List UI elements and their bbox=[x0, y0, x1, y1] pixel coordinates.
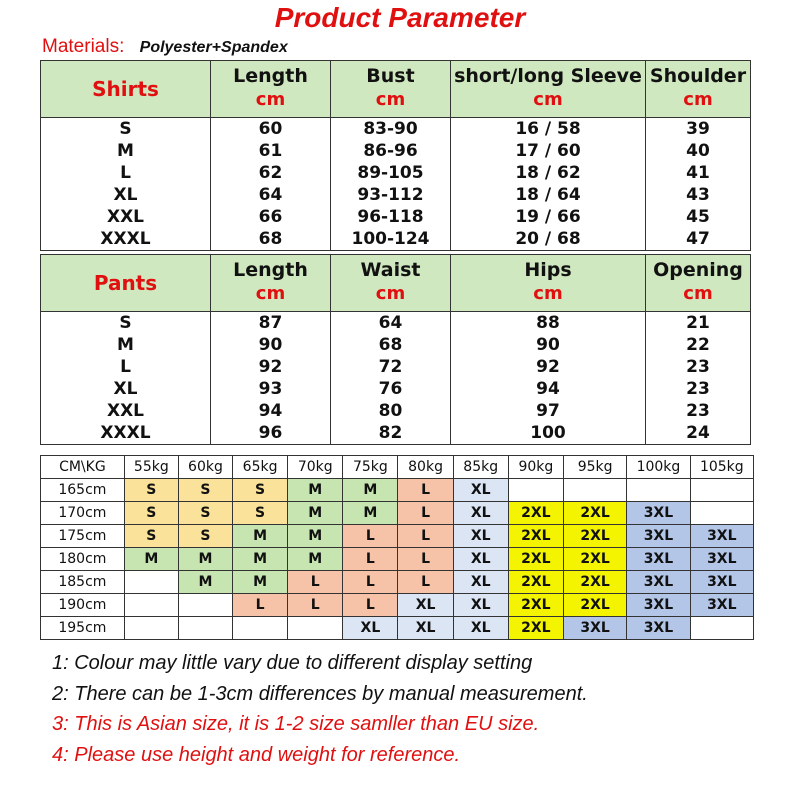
table-cell: 89-105 bbox=[331, 162, 451, 184]
size-cell: XL bbox=[453, 502, 508, 525]
height-label: 175cm bbox=[41, 525, 125, 548]
materials-line bbox=[42, 36, 288, 58]
table-cell: XXL bbox=[41, 206, 211, 228]
column-header: Bust cm bbox=[331, 61, 451, 118]
weight-header: 70kg bbox=[288, 456, 343, 479]
note-3: 3: This is Asian size, it is 1-2 size samller than EU size. bbox=[52, 713, 540, 735]
table-cell: 23 bbox=[646, 400, 751, 422]
size-cell: 3XL bbox=[627, 594, 690, 617]
table-cell: 43 bbox=[646, 184, 751, 206]
size-cell: XL bbox=[453, 594, 508, 617]
table-cell: 62 bbox=[211, 162, 331, 184]
weight-header: 85kg bbox=[453, 456, 508, 479]
materials-label: Materials: bbox=[42, 36, 125, 57]
table-cell: 20 / 68 bbox=[451, 228, 646, 251]
size-cell bbox=[124, 594, 178, 617]
weight-header: 65kg bbox=[233, 456, 288, 479]
size-cell: S bbox=[178, 479, 232, 502]
table-cell: 88 bbox=[451, 312, 646, 335]
size-cell: M bbox=[288, 479, 343, 502]
size-cell: 2XL bbox=[508, 594, 563, 617]
table-cell: 40 bbox=[646, 140, 751, 162]
size-cell: S bbox=[124, 525, 178, 548]
table-cell: 39 bbox=[646, 118, 751, 141]
size-cell: 3XL bbox=[690, 548, 753, 571]
table-cell: 47 bbox=[646, 228, 751, 251]
size-cell: L bbox=[398, 525, 453, 548]
size-cell: M bbox=[288, 548, 343, 571]
size-cell: M bbox=[233, 548, 288, 571]
note-1: 1: Colour may little vary due to different display setting bbox=[52, 652, 533, 674]
table-cell: S bbox=[41, 118, 211, 141]
size-cell: 3XL bbox=[627, 617, 690, 640]
size-cell: 2XL bbox=[563, 502, 626, 525]
column-header: Hips cm bbox=[451, 255, 646, 312]
size-cell: 3XL bbox=[627, 548, 690, 571]
table-cell: 76 bbox=[331, 378, 451, 400]
size-cell: 3XL bbox=[563, 617, 626, 640]
rec-header-row bbox=[41, 456, 754, 479]
pants-size-table bbox=[40, 254, 751, 445]
size-cell: L bbox=[343, 548, 398, 571]
size-cell bbox=[690, 502, 753, 525]
table-cell: 83-90 bbox=[331, 118, 451, 141]
table-header-row bbox=[41, 255, 751, 312]
table-cell: 21 bbox=[646, 312, 751, 335]
size-cell bbox=[124, 617, 178, 640]
table-cell: XL bbox=[41, 184, 211, 206]
size-cell: 2XL bbox=[563, 594, 626, 617]
note-2: 2: There can be 1-3cm differences by manual measurement. bbox=[52, 682, 588, 705]
table-cell: 72 bbox=[331, 356, 451, 378]
table-cell: 94 bbox=[211, 400, 331, 422]
table-cell: 96-118 bbox=[331, 206, 451, 228]
height-label: 170cm bbox=[41, 502, 125, 525]
category-label: Shirts bbox=[41, 61, 211, 118]
table-cell: XXXL bbox=[41, 228, 211, 251]
table-cell: 96 bbox=[211, 422, 331, 445]
table-cell: 80 bbox=[331, 400, 451, 422]
table-cell: 22 bbox=[646, 334, 751, 356]
table-cell: 18 / 64 bbox=[451, 184, 646, 206]
size-cell: 2XL bbox=[563, 571, 626, 594]
table-cell: 86-96 bbox=[331, 140, 451, 162]
size-cell: 2XL bbox=[508, 525, 563, 548]
size-cell bbox=[178, 617, 232, 640]
table-cell: 23 bbox=[646, 378, 751, 400]
shirts-size-table bbox=[40, 60, 751, 251]
category-label: Pants bbox=[41, 255, 211, 312]
notes-section bbox=[52, 648, 588, 770]
table-cell: 97 bbox=[451, 400, 646, 422]
table-row bbox=[41, 184, 751, 206]
weight-header: 90kg bbox=[508, 456, 563, 479]
size-cell: S bbox=[233, 479, 288, 502]
table-row bbox=[41, 422, 751, 445]
size-cell: 2XL bbox=[508, 502, 563, 525]
table-row bbox=[41, 400, 751, 422]
table-cell: S bbox=[41, 312, 211, 335]
height-label: 185cm bbox=[41, 571, 125, 594]
note-4: 4: Please use height and weight for reference. bbox=[52, 743, 461, 766]
table-cell: 64 bbox=[211, 184, 331, 206]
column-header: Length cm bbox=[211, 255, 331, 312]
column-header: short/long Sleeve cm bbox=[451, 61, 646, 118]
size-cell: 2XL bbox=[563, 548, 626, 571]
size-cell: XL bbox=[398, 617, 453, 640]
table-cell: 93 bbox=[211, 378, 331, 400]
table-cell: 60 bbox=[211, 118, 331, 141]
table-cell: 100 bbox=[451, 422, 646, 445]
size-cell: 2XL bbox=[563, 525, 626, 548]
size-cell: 3XL bbox=[690, 571, 753, 594]
weight-header: 60kg bbox=[178, 456, 232, 479]
size-cell: XL bbox=[453, 571, 508, 594]
size-cell: 3XL bbox=[627, 525, 690, 548]
column-header: Waist cm bbox=[331, 255, 451, 312]
table-row bbox=[41, 162, 751, 184]
table-cell: L bbox=[41, 356, 211, 378]
weight-header: 55kg bbox=[124, 456, 178, 479]
size-cell: L bbox=[343, 525, 398, 548]
rec-row bbox=[41, 548, 754, 571]
size-cell bbox=[690, 617, 753, 640]
table-cell: 45 bbox=[646, 206, 751, 228]
table-row bbox=[41, 140, 751, 162]
size-cell: 3XL bbox=[690, 525, 753, 548]
table-cell: M bbox=[41, 140, 211, 162]
rec-corner-label: CM\KG bbox=[41, 456, 125, 479]
table-row bbox=[41, 206, 751, 228]
table-cell: 19 / 66 bbox=[451, 206, 646, 228]
size-cell: M bbox=[233, 525, 288, 548]
size-cell: XL bbox=[453, 548, 508, 571]
size-cell: M bbox=[124, 548, 178, 571]
table-cell: M bbox=[41, 334, 211, 356]
size-recommendation-table bbox=[40, 455, 754, 640]
table-cell: 41 bbox=[646, 162, 751, 184]
materials-value: Polyester+Spandex bbox=[139, 39, 288, 56]
rec-row bbox=[41, 571, 754, 594]
size-cell: L bbox=[343, 571, 398, 594]
table-cell: 100-124 bbox=[331, 228, 451, 251]
table-cell: 66 bbox=[211, 206, 331, 228]
rec-row bbox=[41, 594, 754, 617]
table-cell: 90 bbox=[211, 334, 331, 356]
rec-row bbox=[41, 617, 754, 640]
table-cell: 64 bbox=[331, 312, 451, 335]
table-cell: XXXL bbox=[41, 422, 211, 445]
table-cell: 16 / 58 bbox=[451, 118, 646, 141]
rec-row bbox=[41, 479, 754, 502]
weight-header: 100kg bbox=[627, 456, 690, 479]
size-cell bbox=[508, 479, 563, 502]
size-cell: 3XL bbox=[627, 571, 690, 594]
table-cell: 92 bbox=[451, 356, 646, 378]
table-cell: 61 bbox=[211, 140, 331, 162]
size-cell: M bbox=[178, 571, 232, 594]
size-cell: L bbox=[288, 571, 343, 594]
size-cell: L bbox=[398, 548, 453, 571]
size-cell: S bbox=[124, 479, 178, 502]
size-cell: XL bbox=[453, 525, 508, 548]
size-cell bbox=[233, 617, 288, 640]
weight-header: 105kg bbox=[690, 456, 753, 479]
size-cell: L bbox=[398, 479, 453, 502]
table-cell: XXL bbox=[41, 400, 211, 422]
table-row bbox=[41, 228, 751, 251]
table-cell: 24 bbox=[646, 422, 751, 445]
size-cell: L bbox=[343, 594, 398, 617]
height-label: 195cm bbox=[41, 617, 125, 640]
table-cell: XL bbox=[41, 378, 211, 400]
size-cell: S bbox=[124, 502, 178, 525]
size-cell: XL bbox=[453, 479, 508, 502]
table-cell: 90 bbox=[451, 334, 646, 356]
table-cell: 18 / 62 bbox=[451, 162, 646, 184]
table-row bbox=[41, 312, 751, 335]
height-label: 165cm bbox=[41, 479, 125, 502]
rec-row bbox=[41, 502, 754, 525]
size-cell bbox=[124, 571, 178, 594]
size-cell: S bbox=[178, 502, 232, 525]
table-row bbox=[41, 118, 751, 141]
size-cell bbox=[563, 479, 626, 502]
table-cell: 17 / 60 bbox=[451, 140, 646, 162]
height-label: 190cm bbox=[41, 594, 125, 617]
size-cell: XL bbox=[453, 617, 508, 640]
size-cell: M bbox=[288, 502, 343, 525]
table-cell: 92 bbox=[211, 356, 331, 378]
table-cell: 94 bbox=[451, 378, 646, 400]
size-cell: 2XL bbox=[508, 548, 563, 571]
size-cell: L bbox=[233, 594, 288, 617]
table-cell: 82 bbox=[331, 422, 451, 445]
table-cell: 23 bbox=[646, 356, 751, 378]
size-cell: XL bbox=[343, 617, 398, 640]
rec-row bbox=[41, 525, 754, 548]
size-cell: S bbox=[178, 525, 232, 548]
column-header: Length cm bbox=[211, 61, 331, 118]
size-cell: 2XL bbox=[508, 617, 563, 640]
table-row bbox=[41, 356, 751, 378]
page-title: Product Parameter bbox=[274, 2, 526, 33]
size-cell bbox=[627, 479, 690, 502]
size-cell: 3XL bbox=[627, 502, 690, 525]
size-cell bbox=[288, 617, 343, 640]
weight-header: 80kg bbox=[398, 456, 453, 479]
table-header-row bbox=[41, 61, 751, 118]
size-cell: L bbox=[398, 502, 453, 525]
size-cell: L bbox=[288, 594, 343, 617]
size-cell: M bbox=[178, 548, 232, 571]
table-cell: 68 bbox=[331, 334, 451, 356]
size-cell: M bbox=[343, 479, 398, 502]
weight-header: 75kg bbox=[343, 456, 398, 479]
weight-header: 95kg bbox=[563, 456, 626, 479]
size-cell: 2XL bbox=[508, 571, 563, 594]
size-cell bbox=[690, 479, 753, 502]
size-cell: 3XL bbox=[690, 594, 753, 617]
table-cell: 68 bbox=[211, 228, 331, 251]
size-cell: L bbox=[398, 571, 453, 594]
size-cell: XL bbox=[398, 594, 453, 617]
table-row bbox=[41, 378, 751, 400]
size-cell bbox=[178, 594, 232, 617]
column-header: Shoulder cm bbox=[646, 61, 751, 118]
size-cell: M bbox=[343, 502, 398, 525]
size-cell: S bbox=[233, 502, 288, 525]
column-header: Opening cm bbox=[646, 255, 751, 312]
table-cell: 93-112 bbox=[331, 184, 451, 206]
size-cell: M bbox=[233, 571, 288, 594]
size-cell: M bbox=[288, 525, 343, 548]
table-cell: 87 bbox=[211, 312, 331, 335]
table-row bbox=[41, 334, 751, 356]
height-label: 180cm bbox=[41, 548, 125, 571]
table-cell: L bbox=[41, 162, 211, 184]
